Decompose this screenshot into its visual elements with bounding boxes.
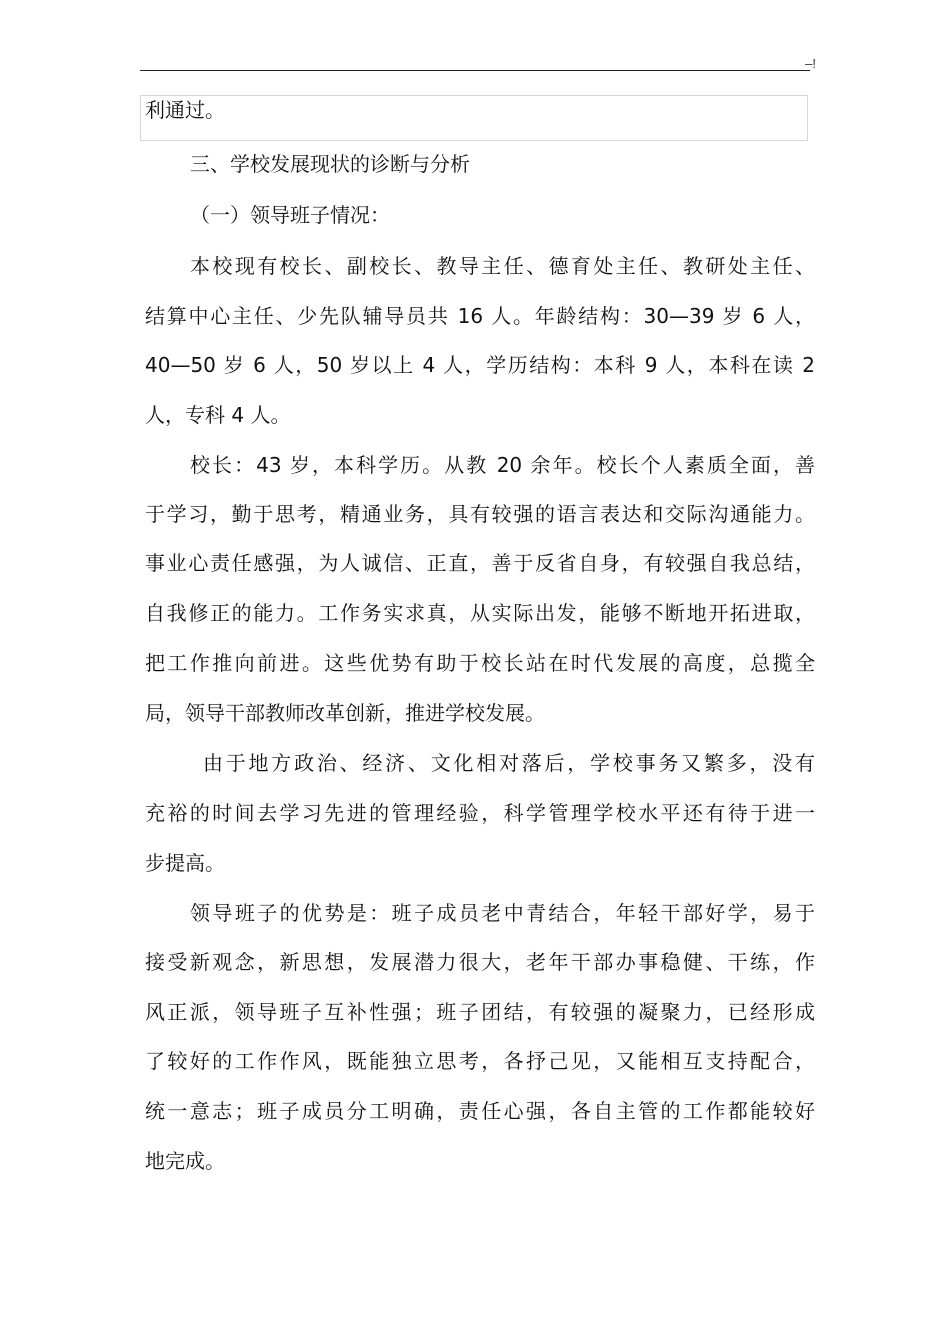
paragraph-line: 步提高。 <box>145 851 225 875</box>
paragraph-line: 地完成。 <box>145 1149 225 1173</box>
paragraph-line: 充裕的时间去学习先进的管理经验，科学管理学校水平还有待于进一 <box>145 801 815 825</box>
paragraph-line: 接受新观念，新思想，发展潜力很大，老年干部办事稳健、干练，作 <box>145 950 815 974</box>
paragraph-line: 于学习，勤于思考，精通业务，具有较强的语言表达和交际沟通能力。 <box>145 502 815 526</box>
paragraph-line: 本校现有校长、副校长、教导主任、德育处主任、教研处主任、 <box>190 254 815 278</box>
paragraph-line: 局，领导干部教师改革创新，推进学校发展。 <box>145 701 545 725</box>
page-marker: –! <box>805 56 816 71</box>
paragraph-line: 40—50 岁 6 人，50 岁以上 4 人，学历结构：本科 9 人，本科在读 2 <box>145 353 815 377</box>
paragraph-line: 人，专科 4 人。 <box>145 403 291 427</box>
section-heading: 三、学校发展现状的诊断与分析 <box>190 152 470 176</box>
paragraph-line: 校长：43 岁，本科学历。从教 20 余年。校长个人素质全面，善 <box>190 453 815 477</box>
paragraph-line: 风正派，领导班子互补性强；班子团结，有较强的凝聚力，已经形成 <box>145 1000 815 1024</box>
paragraph-line: 事业心责任感强，为人诚信、正直，善于反省自身，有较强自我总结， <box>145 551 815 575</box>
carryover-box <box>140 95 808 141</box>
paragraph-line: 自我修正的能力。工作务实求真，从实际出发，能够不断地开拓进取， <box>145 601 815 625</box>
paragraph-line: 把工作推向前进。这些优势有助于校长站在时代发展的高度，总揽全 <box>145 651 815 675</box>
subsection-heading: （一）领导班子情况： <box>190 203 390 227</box>
paragraph-line: 由于地方政治、经济、文化相对落后，学校事务又繁多，没有 <box>203 751 815 775</box>
paragraph-line: 结算中心主任、少先队辅导员共 16 人。年龄结构：30—39 岁 6 人， <box>145 304 815 328</box>
paragraph-line: 统一意志；班子成员分工明确，责任心强，各自主管的工作都能较好 <box>145 1099 815 1123</box>
carryover-line: 利通过。 <box>145 98 225 122</box>
paragraph-line: 了较好的工作作风，既能独立思考，各抒己见，又能相互支持配合， <box>145 1049 815 1073</box>
paragraph-line: 领导班子的优势是：班子成员老中青结合，年轻干部好学，易于 <box>190 901 815 925</box>
header-rule <box>140 70 810 71</box>
